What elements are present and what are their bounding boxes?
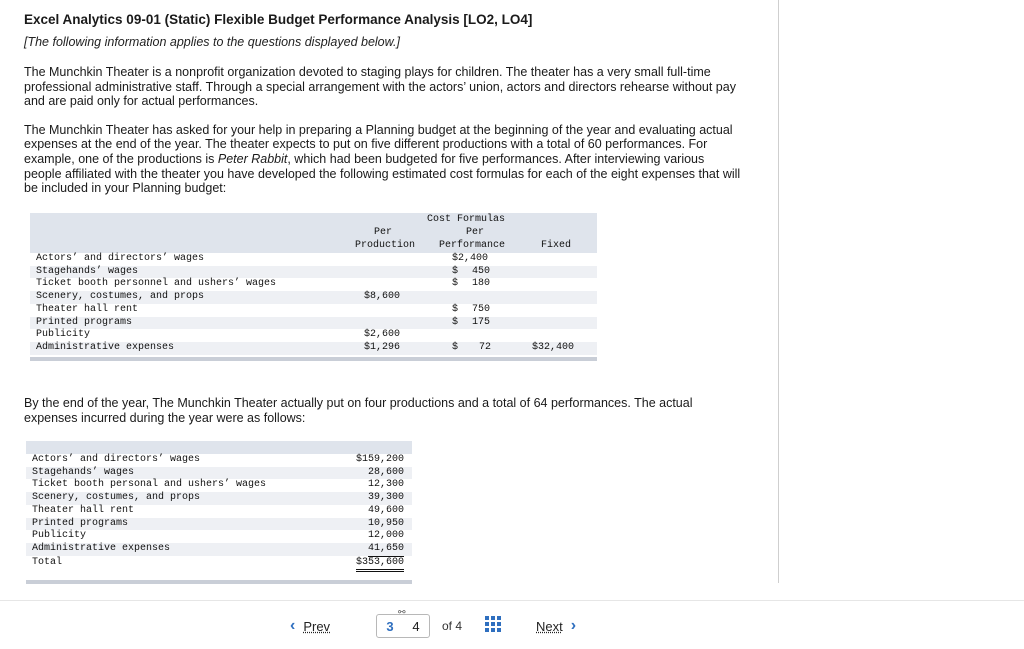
total-value: $353,600 [356,557,404,573]
chevron-right-icon: › [570,617,577,634]
link-icon: ⚯ [398,607,406,617]
total-row [26,557,412,570]
current-page-number[interactable]: 3 [386,618,394,634]
row-label: Publicity [36,329,91,341]
table-row [30,291,597,304]
next-button[interactable] [536,617,576,635]
table-row [30,317,597,330]
table-row [26,543,412,556]
production-value: $8,600 [364,291,401,303]
table-row [26,467,412,480]
row-label: Theater hall rent [32,504,135,516]
table-row [26,454,412,467]
prev-label: Prev [303,618,331,634]
row-label: Publicity [32,530,87,542]
table-row [30,266,597,279]
production-value: $1,296 [364,341,401,353]
table-row [30,304,597,317]
currency-sign: $ [452,265,459,277]
row-label: Administrative expenses [32,542,171,554]
performance-value: 750 [472,303,491,315]
table-row [26,530,412,543]
row-label: Total [32,556,63,568]
table-row [30,342,597,355]
row-label: Actors’ and directors’ wages [32,454,201,465]
performance-value: 450 [472,265,491,277]
table-footer-bar [30,357,597,361]
table-row [26,492,412,505]
row-label: Scenery, costumes, and props [36,291,205,303]
row-label: Actors’ and directors’ wages [36,253,205,264]
col-per-label: Per [374,227,393,238]
currency-sign: $ [452,278,459,290]
row-value: 49,600 [367,504,404,516]
performance-value: 72 [479,341,492,353]
currency-sign: $ [452,303,459,315]
row-label: Ticket booth personal and ushers’ wages [32,479,267,491]
next-label: Next [536,618,563,634]
performance-value: 175 [472,316,491,328]
fixed-value: $32,400 [532,341,575,353]
page-subtitle: [The following information applies to the questions displayed below.] [24,35,400,49]
page-count: of 4 [442,619,463,633]
table-header [30,213,597,253]
row-label: Scenery, costumes, and props [32,492,201,504]
actual-expenses-table [26,441,412,584]
page-selector[interactable] [376,614,430,638]
table-row [26,518,412,531]
table-row [26,505,412,518]
row-value: 12,300 [367,479,404,491]
row-label: Theater hall rent [36,303,139,315]
col-fixed-header: Fixed [541,240,572,251]
currency-sign: $ [452,316,459,328]
row-label: Administrative expenses [36,341,175,353]
row-label: Ticket booth personnel and ushers’ wages [36,278,277,290]
production-name: Peter Rabbit [217,151,288,166]
row-label: Stagehands’ wages [36,265,139,277]
table-row [30,253,597,266]
table-row [30,278,597,291]
grid-icon[interactable] [485,616,501,632]
chevron-left-icon: ‹ [290,617,296,634]
performance-value: $2,400 [452,253,489,264]
cost-formulas-header: Cost Formulas [427,214,506,225]
row-label: Printed programs [32,517,129,529]
table-header [26,441,412,454]
row-label: Printed programs [36,316,133,328]
production-value: $2,600 [364,329,401,341]
table-footer-bar [26,580,412,584]
col-per-label: Per [466,227,485,238]
table-row [26,479,412,492]
planning-paragraph: The Munchkin Theater has asked for your help in preparing a Planning budget at the beginning of the year and evaluating actual expenses at the end of the year. The theater expects to put on five different productions with a total of 60 performances. For example, one of the productions is Peter Rabbit, which had been budgeted for five performances. After interviewing various people affiliated with the theater you have developed the following estimated cost formulas for each of the eight expenses that will be included in your Planning budget: [24,122,741,196]
prev-button[interactable] [290,617,330,635]
row-value: 12,000 [367,530,404,542]
cost-formulas-table [30,213,597,361]
row-value: 10,950 [367,517,404,529]
currency-sign: $ [452,341,459,353]
row-value: 41,650 [368,543,404,557]
question-navigation [0,600,1024,649]
row-label: Stagehands’ wages [32,466,135,478]
col-production-header: Production [355,240,416,251]
table-row [30,329,597,342]
performance-value: 180 [472,278,491,290]
row-value: 39,300 [367,492,404,504]
page-title: Excel Analytics 09-01 (Static) Flexible Budget Performance Analysis [LO2, LO4] [24,12,533,27]
actual-paragraph: By the end of the year, The Munchkin Theater actually put on four productions and a total of 64 performances. The actual expenses incurred during the year were as follows: [24,396,693,425]
row-value: $159,200 [355,454,404,465]
next-page-number[interactable]: 4 [412,618,420,634]
col-performance-header: Performance [439,240,506,251]
row-value: 28,600 [367,466,404,478]
intro-paragraph: The Munchkin Theater is a nonprofit organization devoted to staging plays for children. The theater has a very small full-time professional administrative staff. Through a special arrangement with the actors’ union, actors and directors rehearse without pay and are paid only for actual performances. [24,65,736,109]
